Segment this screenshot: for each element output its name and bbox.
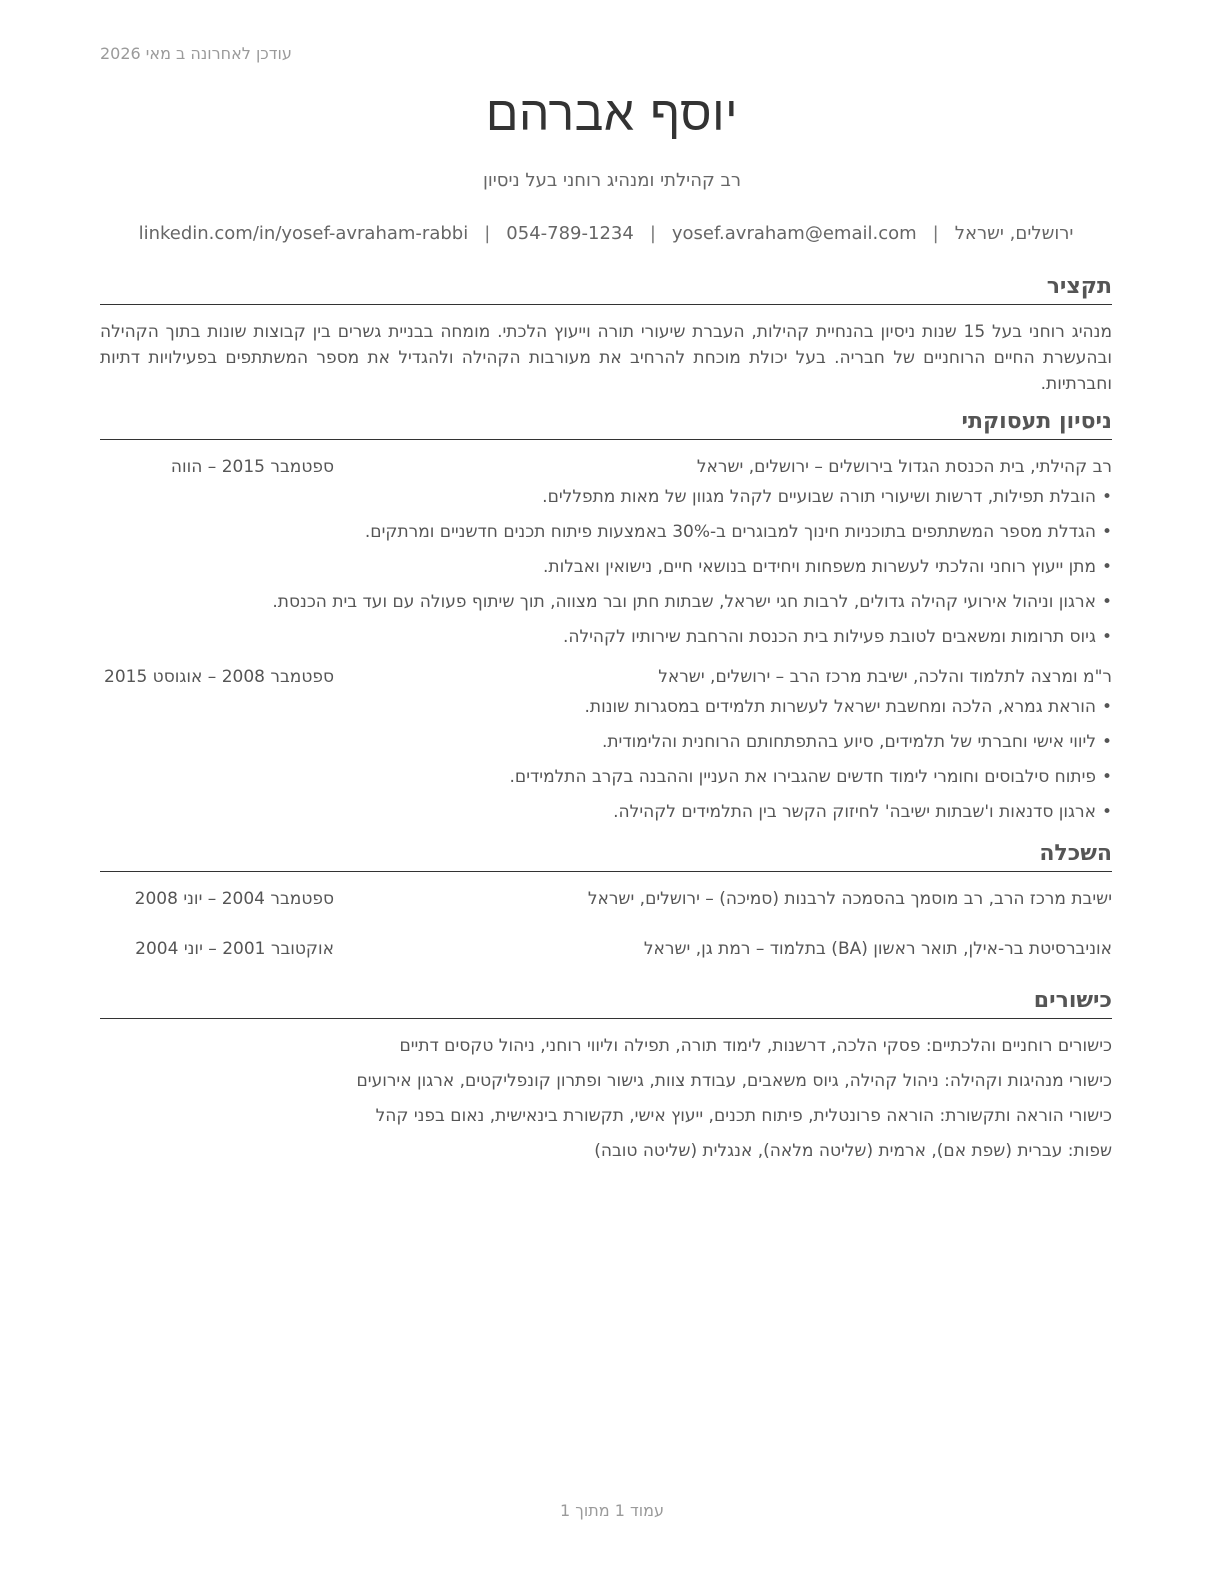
contact-email[interactable]: yosef.avraham@email.com xyxy=(671,223,917,244)
candidate-name: יוסף אברהם xyxy=(485,86,739,142)
job-date: ספטמבר 2008 – אוגוסט 2015 xyxy=(104,667,334,687)
job-bullet: • פיתוח סילבוסים וחומרי לימוד חדשים שהגבירו את העניין וההבנה בקרב התלמידים. xyxy=(100,764,1112,790)
section-title-education: השכלה xyxy=(100,839,1112,872)
section-title-summary: תקציר xyxy=(100,272,1112,305)
contact-separator: | xyxy=(484,223,491,244)
job-date: ספטמבר 2015 – הווה xyxy=(170,457,334,477)
page-number: עמוד 1 מתוך 1 xyxy=(560,1501,664,1520)
experience-section xyxy=(100,407,1112,825)
job-bullets xyxy=(100,694,1112,825)
skills-line: כישורי הוראה ותקשורת: הוראה פרונטלית, פיתוח תכנים, ייעוץ אישי, תקשורת בינאישית, נאום בפני קהל xyxy=(375,1106,1112,1126)
summary-text: מנהיג רוחני בעל 15 שנות ניסיון בהנחיית קהילות, העברת שיעורי תורה וייעוץ הלכתי. מומחה בבניית גשרים בין קבוצות שונות בתוך הקהילה ובהעשרת החיים הרוחניים של חבריה. בעל יכולת מוכחת להרחיב את מעורבות הקהילה ולהגדיל את מספר המשתתפים בפעילויות דתיות וחברתיות. xyxy=(100,322,1112,394)
section-title-skills: כישורים xyxy=(100,986,1112,1019)
education-date: ספטמבר 2004 – יוני 2008 xyxy=(134,889,334,909)
job-bullet: • ארגון סדנאות ו'שבתות ישיבה' לחיזוק הקשר בין התלמידים לקהילה. xyxy=(100,799,1112,825)
resume-body xyxy=(100,272,1112,1173)
job-entry xyxy=(100,454,1112,650)
skills-line: כישורי מנהיגות וקהילה: ניהול קהילה, גיוס משאבים, עבודת צוות, גישור ופתרון קונפליקטים, ארגון אירועים xyxy=(356,1071,1112,1091)
education-section xyxy=(100,839,1112,962)
job-bullets xyxy=(100,484,1112,650)
job-bullet: • הגדלת מספר המשתתפים בתוכניות חינוך למבוגרים ב-30% באמצעות פיתוח תכנים חדשניים ומרתקים. xyxy=(100,519,1112,545)
job-title: ר"מ ומרצה לתלמוד והלכה, ישיבת מרכז הרב – ירושלים, ישראל xyxy=(658,667,1112,687)
skills-line: שפות: עברית (שפת אם), ארמית (שליטה מלאה), אנגלית (שליטה טובה) xyxy=(594,1141,1112,1161)
job-title: רב קהילתי, בית הכנסת הגדול בירושלים – ירושלים, ישראל xyxy=(696,457,1112,477)
contact-phone[interactable]: 054-789-1234 xyxy=(506,223,634,244)
job-bullet: • ארגון וניהול אירועי קהילה גדולים, לרבות חגי ישראל, שבתות חתן ובר מצווה, תוך שיתוף פעולה עם ועד בית הכנסת. xyxy=(100,589,1112,615)
job-header xyxy=(100,454,1112,480)
contact-location: ירושלים, ישראל xyxy=(954,223,1074,244)
contact-separator: | xyxy=(932,223,939,244)
last-updated-note: עודכן לאחרונה ב מאי 2026 xyxy=(100,44,292,63)
job-bullet: • הוראת גמרא, הלכה ומחשבת ישראל לעשרות תלמידים במסגרות שונות. xyxy=(100,694,1112,720)
skills-section xyxy=(100,986,1112,1164)
education-title: אוניברסיטת בר-אילן, תואר ראשון (BA) בתלמוד – רמת גן, ישראל xyxy=(643,939,1112,959)
job-header xyxy=(100,664,1112,690)
summary-section xyxy=(100,272,1112,397)
job-bullet: • ליווי אישי וחברתי של תלמידים, סיוע בהתפתחותם הרוחנית והלימודית. xyxy=(100,729,1112,755)
job-bullet: • גיוס תרומות ומשאבים לטובת פעילות בית הכנסת והרחבת שירותיו לקהילה. xyxy=(100,624,1112,650)
contact-separator: | xyxy=(649,223,656,244)
education-date: אוקטובר 2001 – יוני 2004 xyxy=(135,939,334,959)
skills-line: כישורים רוחניים והלכתיים: פסקי הלכה, דרשנות, לימוד תורה, תפילה וליווי רוחני, ניהול טקסים דתיים xyxy=(399,1036,1112,1056)
candidate-subtitle: רב קהילתי ומנהיג רוחני בעל ניסיון xyxy=(482,170,742,191)
education-entry xyxy=(100,886,1112,912)
contact-linkedin[interactable]: linkedin.com/in/yosef-avraham-rabbi xyxy=(138,223,469,244)
education-entry xyxy=(100,936,1112,962)
section-title-experience: ניסיון תעסוקתי xyxy=(100,407,1112,440)
job-entry xyxy=(100,664,1112,825)
job-bullet: • הובלת תפילות, דרשות ושיעורי תורה שבועיים לקהל מגוון של מאות מתפללים. xyxy=(100,484,1112,510)
contact-line xyxy=(100,223,1112,244)
job-bullet: • מתן ייעוץ רוחני והלכתי לעשרות משפחות ויחידים בנושאי חיים, נישואין ואבלות. xyxy=(100,554,1112,580)
education-title: ישיבת מרכז הרב, רב מוסמך בהסמכה לרבנות (סמיכה) – ירושלים, ישראל xyxy=(587,889,1112,909)
